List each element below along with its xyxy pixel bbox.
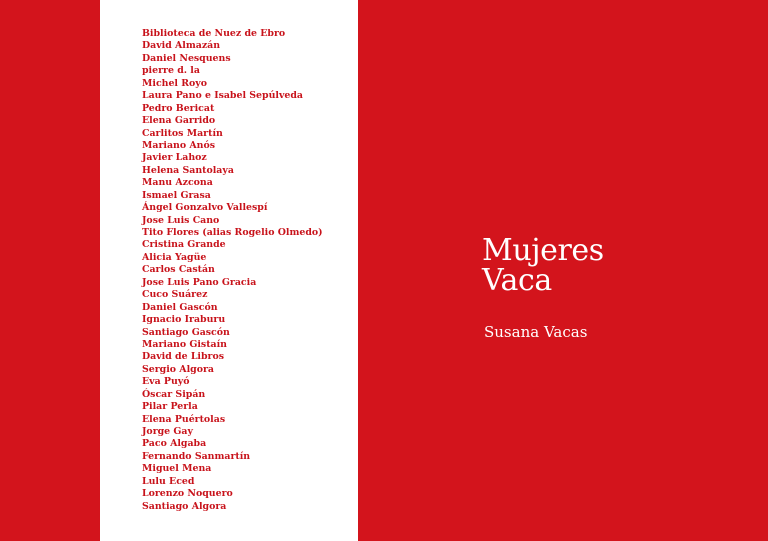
list-item: Manu Azcona <box>142 177 213 189</box>
list-item: Mariano Anós <box>142 139 215 151</box>
list-item: Santiago Gascón <box>142 326 230 338</box>
list-item: Laura Pano e Isabel Sepúlveda <box>142 90 303 102</box>
list-item: Jose Luis Cano <box>142 214 220 226</box>
list-item: Jose Luis Pano Gracia <box>142 276 257 288</box>
list-item: Mariano Gistaín <box>142 338 227 350</box>
list-item: Ángel Gonzalvo Vallespí <box>142 202 268 214</box>
list-item: Santiago Algora <box>142 500 227 512</box>
list-item: Jorge Gay <box>142 426 193 437</box>
list-item: Paco Algaba <box>142 438 207 450</box>
book-title-line-2: Vaca <box>482 263 552 298</box>
left-cover-band <box>0 0 100 541</box>
list-item: Cuco Suárez <box>142 289 208 301</box>
list-item: Alicia Yagüe <box>142 251 207 263</box>
list-item: Daniel Gascón <box>142 301 218 313</box>
contributors-list <box>142 28 352 513</box>
book-title <box>482 233 604 298</box>
list-item: Ismael Grasa <box>142 189 211 201</box>
list-item: Ignacio Iraburu <box>142 314 226 326</box>
list-item: Cristina Grande <box>142 239 226 251</box>
author-name: Susana Vacas <box>484 323 588 341</box>
list-item: pierre d. la <box>142 65 200 77</box>
list-item: Óscar Sipán <box>142 388 206 400</box>
list-item: Elena Puértolas <box>142 413 226 425</box>
list-item: Elena Garrido <box>142 115 216 127</box>
book-title-line-1: Mujeres <box>482 233 604 268</box>
list-item: Pilar Perla <box>142 401 198 413</box>
list-item: Pedro Bericat <box>142 102 215 114</box>
list-item: Lulu Eced <box>142 475 195 487</box>
list-item: Daniel Nesquens <box>142 52 231 64</box>
list-item: Biblioteca de Nuez de Ebro <box>142 28 286 39</box>
list-item: Tito Flores (alias Rogelio Olmedo) <box>142 227 323 238</box>
list-item: David Almazán <box>142 40 221 52</box>
list-item: Helena Santolaya <box>142 164 234 176</box>
list-item: David de Libros <box>142 351 224 363</box>
list-item: Javier Lahoz <box>142 152 207 164</box>
list-item: Carlos Castán <box>142 264 215 276</box>
list-item: Carlitos Martín <box>142 127 223 139</box>
list-item: Fernando Sanmartín <box>142 450 251 462</box>
list-item: Miguel Mena <box>142 463 212 475</box>
list-item: Lorenzo Noquero <box>142 488 233 500</box>
list-item: Michel Royo <box>142 77 207 89</box>
list-item: Sergio Algora <box>142 363 214 375</box>
list-item: Eva Puyó <box>142 376 190 388</box>
